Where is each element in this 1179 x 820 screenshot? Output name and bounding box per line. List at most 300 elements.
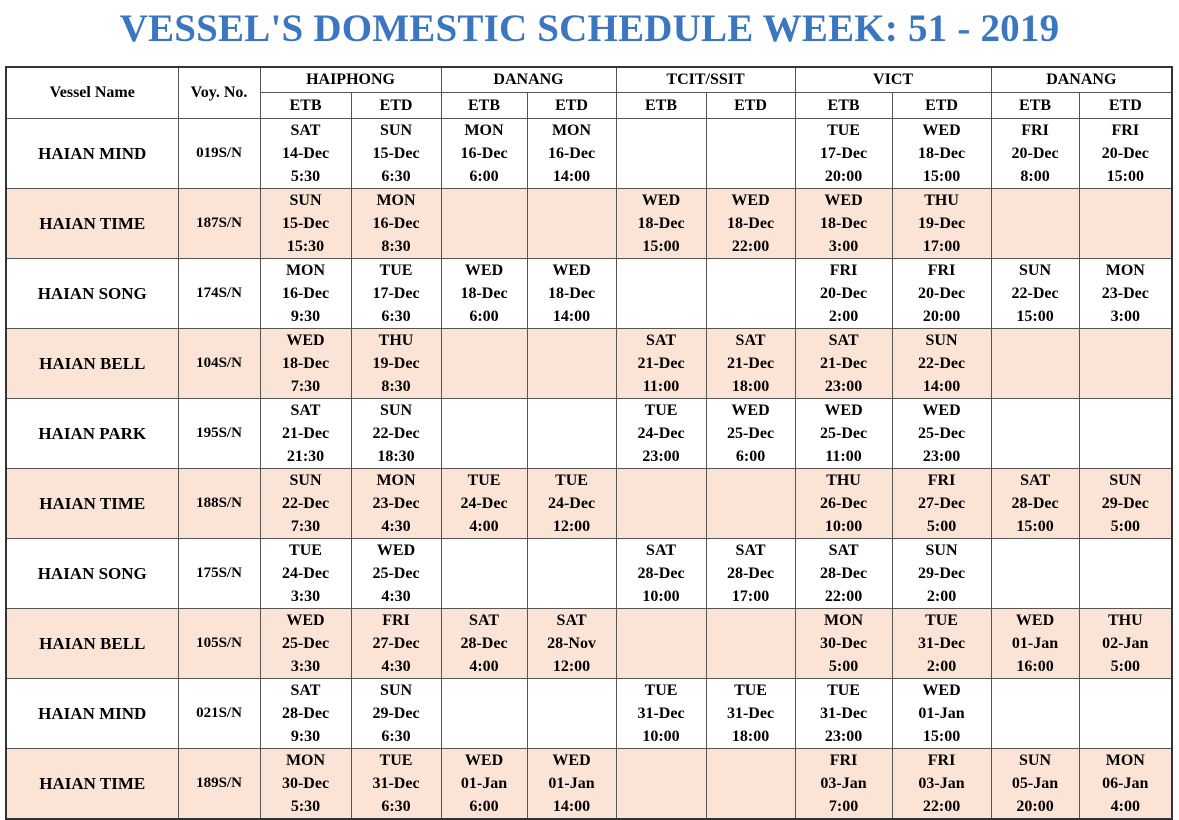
- schedule-time: 6:00: [469, 308, 499, 325]
- schedule-header: [6, 67, 1172, 119]
- schedule-date: 20-Dec: [819, 285, 868, 302]
- schedule-date: 21-Dec: [637, 355, 685, 372]
- schedule-day: WED: [376, 542, 416, 559]
- schedule-time: 8:30: [381, 378, 411, 395]
- table-row: [6, 679, 1172, 749]
- schedule-time: 6:30: [381, 308, 411, 325]
- voyage-number-cell: 104S/N: [178, 329, 260, 399]
- schedule-day: SAT: [828, 332, 859, 349]
- schedule-day: THU: [924, 192, 959, 209]
- page-title: VESSEL'S DOMESTIC SCHEDULE WEEK: 51 - 2019: [119, 7, 1060, 50]
- schedule-day: TUE: [379, 262, 413, 279]
- schedule-day: SAT: [290, 122, 321, 139]
- etb-cell: [795, 399, 892, 469]
- schedule-date: 18-Dec: [726, 215, 775, 232]
- schedule-day: SAT: [735, 542, 766, 559]
- schedule-day: TUE: [644, 682, 678, 699]
- table-row: [6, 399, 1172, 469]
- schedule-day: MON: [285, 262, 326, 279]
- schedule-time: 6:30: [381, 798, 411, 815]
- schedule-time: 4:30: [381, 518, 411, 535]
- etd-cell: [892, 189, 991, 259]
- schedule-date: 16-Dec: [372, 215, 420, 232]
- etd-cell: [351, 189, 441, 259]
- schedule-time: 23:00: [642, 448, 680, 465]
- port-header-vict: VICT: [795, 67, 991, 93]
- etd-cell: [892, 399, 991, 469]
- schedule-day: SAT: [290, 682, 321, 699]
- schedule-date: 21-Dec: [726, 355, 775, 372]
- schedule-time: 7:30: [290, 378, 321, 395]
- schedule-date: 29-Dec: [372, 705, 420, 722]
- etb-header: ETB: [441, 93, 527, 119]
- voyage-number-cell: 189S/N: [178, 749, 260, 820]
- schedule-day: WED: [286, 332, 325, 349]
- schedule-date: 24-Dec: [547, 495, 596, 512]
- etb-cell: [616, 189, 706, 259]
- schedule-day: FRI: [829, 262, 858, 279]
- schedule-date: 15-Dec: [372, 145, 420, 162]
- schedule-date: 31-Dec: [819, 705, 868, 722]
- schedule-date: 25-Dec: [819, 425, 868, 442]
- schedule-day: WED: [552, 752, 591, 769]
- vessel-name-cell: HAIAN BELL: [6, 609, 178, 679]
- etd-cell: [892, 749, 991, 820]
- schedule-day: SAT: [735, 332, 766, 349]
- schedule-time: 22:00: [824, 588, 863, 605]
- schedule-date: 16-Dec: [547, 145, 596, 162]
- schedule-date: 17-Dec: [372, 285, 420, 302]
- schedule-time: 6:30: [381, 728, 411, 745]
- schedule-time: 23:00: [824, 378, 863, 395]
- schedule-time: 4:00: [469, 658, 499, 675]
- etd-cell: [527, 399, 616, 469]
- schedule-time: 20:00: [922, 308, 961, 325]
- schedule-day: WED: [731, 192, 770, 209]
- schedule-day: MON: [551, 122, 592, 139]
- schedule-time: 15:00: [1106, 168, 1144, 185]
- schedule-time: 7:30: [290, 518, 321, 535]
- port-header-danang-2: DANANG: [991, 67, 1172, 93]
- schedule-day: SAT: [646, 542, 676, 559]
- schedule-date: 16-Dec: [460, 145, 508, 162]
- vessel-name-header: Vessel Name: [6, 67, 178, 119]
- etb-cell: [616, 119, 706, 189]
- schedule-date: 24-Dec: [281, 565, 330, 582]
- schedule-date: 01-Jan: [548, 775, 595, 792]
- schedule-day: FRI: [382, 612, 410, 629]
- etd-cell: [892, 329, 991, 399]
- etb-cell: [616, 609, 706, 679]
- schedule-date: 23-Dec: [1101, 285, 1149, 302]
- schedule-time: 10:00: [642, 728, 680, 745]
- voyage-number-cell: 187S/N: [178, 189, 260, 259]
- etb-cell: [616, 749, 706, 820]
- schedule-time: 4:30: [381, 658, 411, 675]
- schedule-time: 3:30: [290, 658, 321, 675]
- etd-cell: [892, 539, 991, 609]
- schedule-day: SAT: [556, 612, 587, 629]
- etd-cell: [527, 539, 616, 609]
- schedule-time: 15:00: [922, 728, 961, 745]
- schedule-time: 8:30: [381, 238, 411, 255]
- voyage-number-cell: 174S/N: [178, 259, 260, 329]
- schedule-time: 4:00: [1110, 798, 1140, 815]
- schedule-date: 28-Nov: [547, 635, 596, 652]
- etb-header: ETB: [991, 93, 1079, 119]
- etd-cell: [527, 609, 616, 679]
- vessel-name-cell: HAIAN SONG: [6, 539, 178, 609]
- schedule-time: 5:00: [1110, 518, 1140, 535]
- schedule-date: 01-Jan: [918, 705, 965, 722]
- etb-cell: [441, 609, 527, 679]
- schedule-day: TUE: [289, 542, 322, 559]
- schedule-time: 14:00: [552, 168, 591, 185]
- schedule-day: TUE: [925, 612, 958, 629]
- etb-cell: [616, 469, 706, 539]
- etd-cell: [527, 189, 616, 259]
- schedule-day: WED: [922, 402, 961, 419]
- schedule-time: 2:00: [926, 658, 957, 675]
- etb-cell: [991, 119, 1079, 189]
- port-header-tcit-ssit: TCIT/SSIT: [616, 67, 795, 93]
- schedule-date: 18-Dec: [460, 285, 508, 302]
- schedule-day: FRI: [927, 472, 956, 489]
- schedule-time: 17:00: [922, 238, 961, 255]
- schedule-time: 2:00: [926, 588, 957, 605]
- etd-cell: [351, 539, 441, 609]
- schedule-time: 6:00: [469, 798, 499, 815]
- schedule-day: SUN: [925, 332, 958, 349]
- schedule-time: 6:00: [469, 168, 499, 185]
- etb-cell: [795, 189, 892, 259]
- schedule-date: 22-Dec: [917, 355, 966, 372]
- schedule-day: FRI: [1021, 122, 1049, 139]
- etd-cell: [351, 679, 441, 749]
- voyage-number-cell: 105S/N: [178, 609, 260, 679]
- schedule-date: 24-Dec: [460, 495, 508, 512]
- schedule-time: 20:00: [824, 168, 863, 185]
- schedule-date: 18-Dec: [637, 215, 685, 232]
- schedule-date: 15-Dec: [281, 215, 330, 232]
- vessel-name-cell: HAIAN TIME: [6, 469, 178, 539]
- schedule-day: WED: [922, 122, 961, 139]
- schedule-date: 22-Dec: [372, 425, 420, 442]
- voyage-number-cell: 021S/N: [178, 679, 260, 749]
- etd-cell: [1079, 119, 1172, 189]
- schedule-date: 18-Dec: [917, 145, 966, 162]
- schedule-date: 24-Dec: [637, 425, 685, 442]
- schedule-day: SUN: [289, 472, 322, 489]
- etd-cell: [351, 609, 441, 679]
- etd-cell: [1079, 539, 1172, 609]
- schedule-date: 18-Dec: [547, 285, 596, 302]
- vessel-name-cell: HAIAN PARK: [6, 399, 178, 469]
- schedule-day: WED: [824, 402, 863, 419]
- schedule-time: 23:00: [824, 728, 863, 745]
- schedule-date: 03-Jan: [918, 775, 965, 792]
- schedule-time: 12:00: [552, 518, 591, 535]
- schedule-day: MON: [285, 752, 326, 769]
- etd-header: ETD: [527, 93, 616, 119]
- schedule-day: TUE: [827, 682, 860, 699]
- schedule-date: 28-Dec: [460, 635, 508, 652]
- etd-cell: [1079, 609, 1172, 679]
- schedule-date: 27-Dec: [917, 495, 966, 512]
- etb-cell: [260, 329, 351, 399]
- schedule-time: 9:30: [290, 308, 321, 325]
- etb-cell: [795, 749, 892, 820]
- etb-cell: [795, 539, 892, 609]
- etb-cell: [260, 189, 351, 259]
- etb-cell: [441, 399, 527, 469]
- schedule-day: SAT: [828, 542, 859, 559]
- schedule-time: 15:30: [286, 238, 325, 255]
- schedule-time: 5:30: [290, 168, 321, 185]
- etd-cell: [706, 399, 795, 469]
- port-header-danang: DANANG: [441, 67, 616, 93]
- table-row: [6, 119, 1172, 189]
- schedule-time: 15:00: [1016, 518, 1054, 535]
- etb-cell: [991, 399, 1079, 469]
- etd-cell: [527, 469, 616, 539]
- schedule-date: 28-Dec: [637, 565, 685, 582]
- etb-header: ETB: [260, 93, 351, 119]
- schedule-table: [5, 66, 1173, 820]
- schedule-day: MON: [464, 122, 504, 139]
- etd-cell: [527, 329, 616, 399]
- vessel-name-cell: HAIAN TIME: [6, 189, 178, 259]
- schedule-time: 14:00: [922, 378, 961, 395]
- schedule-time: 14:00: [552, 308, 591, 325]
- etd-cell: [351, 749, 441, 820]
- schedule-time: 2:00: [828, 308, 859, 325]
- schedule-day: MON: [1105, 752, 1145, 769]
- etb-cell: [441, 749, 527, 820]
- schedule-day: TUE: [379, 752, 413, 769]
- schedule-date: 23-Dec: [372, 495, 420, 512]
- schedule-time: 12:00: [552, 658, 591, 675]
- table-row: [6, 609, 1172, 679]
- schedule-day: TUE: [734, 682, 767, 699]
- etb-cell: [260, 259, 351, 329]
- etb-cell: [616, 399, 706, 469]
- etd-cell: [706, 679, 795, 749]
- schedule-date: 21-Dec: [281, 425, 330, 442]
- schedule-date: 28-Dec: [819, 565, 868, 582]
- port-header-haiphong: HAIPHONG: [260, 67, 441, 93]
- schedule-date: 25-Dec: [917, 425, 966, 442]
- schedule-date: 25-Dec: [372, 565, 420, 582]
- etb-cell: [795, 469, 892, 539]
- schedule-day: SUN: [380, 682, 413, 699]
- schedule-date: 21-Dec: [819, 355, 868, 372]
- etd-cell: [1079, 679, 1172, 749]
- schedule-day: WED: [552, 262, 591, 279]
- etd-cell: [1079, 259, 1172, 329]
- schedule-date: 31-Dec: [637, 705, 685, 722]
- etd-cell: [706, 749, 795, 820]
- schedule-date: 05-Jan: [1011, 775, 1059, 792]
- schedule-time: 21:30: [286, 448, 325, 465]
- schedule-day: FRI: [829, 752, 858, 769]
- schedule-day: MON: [376, 192, 416, 209]
- schedule-day: MON: [1105, 262, 1145, 279]
- etd-cell: [1079, 189, 1172, 259]
- etb-cell: [991, 749, 1079, 820]
- schedule-time: 16:00: [1016, 658, 1054, 675]
- etd-cell: [706, 259, 795, 329]
- schedule-date: 20-Dec: [1101, 145, 1149, 162]
- schedule-day: SAT: [290, 402, 321, 419]
- schedule-date: 16-Dec: [281, 285, 330, 302]
- etd-cell: [351, 119, 441, 189]
- schedule-time: 23:00: [922, 448, 961, 465]
- schedule-date: 02-Jan: [1102, 635, 1149, 652]
- schedule-date: 28-Dec: [281, 705, 330, 722]
- schedule-time: 4:00: [469, 518, 499, 535]
- schedule-date: 20-Dec: [917, 285, 966, 302]
- schedule-date: 03-Jan: [820, 775, 867, 792]
- voy-no-header: Voy. No.: [178, 67, 260, 119]
- schedule-day: MON: [376, 472, 416, 489]
- etb-cell: [260, 119, 351, 189]
- schedule-date: 31-Dec: [726, 705, 775, 722]
- etb-cell: [441, 189, 527, 259]
- schedule-day: SUN: [1019, 262, 1052, 279]
- etb-cell: [441, 539, 527, 609]
- schedule-day: WED: [824, 192, 863, 209]
- schedule-day: MON: [823, 612, 864, 629]
- table-row: [6, 469, 1172, 539]
- schedule-time: 22:00: [731, 238, 770, 255]
- etb-cell: [795, 329, 892, 399]
- schedule-date: 18-Dec: [281, 355, 330, 372]
- schedule-date: 25-Dec: [281, 635, 330, 652]
- etb-cell: [441, 329, 527, 399]
- etd-header: ETD: [892, 93, 991, 119]
- schedule-time: 9:30: [290, 728, 321, 745]
- schedule-day: THU: [378, 332, 414, 349]
- schedule-day: TUE: [555, 472, 588, 489]
- etd-cell: [706, 469, 795, 539]
- schedule-day: SUN: [1019, 752, 1052, 769]
- etb-cell: [991, 469, 1079, 539]
- etb-cell: [991, 539, 1079, 609]
- etd-cell: [1079, 399, 1172, 469]
- etd-cell: [1079, 469, 1172, 539]
- table-row: [6, 329, 1172, 399]
- schedule-date: 19-Dec: [917, 215, 966, 232]
- etb-cell: [616, 329, 706, 399]
- etb-cell: [795, 119, 892, 189]
- schedule-time: 5:00: [926, 518, 957, 535]
- schedule-time: 6:00: [735, 448, 766, 465]
- schedule-day: SUN: [380, 122, 413, 139]
- schedule-day: FRI: [927, 262, 956, 279]
- etb-cell: [991, 329, 1079, 399]
- schedule-date: 14-Dec: [281, 145, 330, 162]
- etb-cell: [260, 539, 351, 609]
- etb-cell: [441, 679, 527, 749]
- schedule-time: 15:00: [922, 168, 961, 185]
- schedule-date: 30-Dec: [819, 635, 868, 652]
- schedule-day: THU: [826, 472, 861, 489]
- etb-cell: [991, 189, 1079, 259]
- etb-cell: [795, 259, 892, 329]
- schedule-day: WED: [922, 682, 961, 699]
- etd-cell: [706, 609, 795, 679]
- schedule-date: 31-Dec: [917, 635, 966, 652]
- vessel-name-cell: HAIAN MIND: [6, 119, 178, 189]
- schedule-day: SUN: [1109, 472, 1142, 489]
- schedule-date: 28-Dec: [1011, 495, 1059, 512]
- etd-cell: [1079, 329, 1172, 399]
- schedule-time: 10:00: [824, 518, 863, 535]
- schedule-time: 5:30: [290, 798, 321, 815]
- etb-cell: [260, 469, 351, 539]
- etd-cell: [351, 399, 441, 469]
- schedule-time: 6:30: [381, 168, 411, 185]
- table-row: [6, 259, 1172, 329]
- schedule-day: TUE: [644, 402, 678, 419]
- etd-cell: [892, 259, 991, 329]
- schedule-date: 22-Dec: [1011, 285, 1059, 302]
- schedule-day: THU: [1107, 612, 1143, 629]
- schedule-time: 14:00: [552, 798, 591, 815]
- schedule-day: TUE: [827, 122, 860, 139]
- schedule-day: WED: [1015, 612, 1055, 629]
- etb-cell: [616, 679, 706, 749]
- etb-cell: [260, 399, 351, 469]
- schedule-day: SUN: [925, 542, 958, 559]
- etd-cell: [351, 259, 441, 329]
- schedule-time: 17:00: [731, 588, 770, 605]
- etb-cell: [616, 539, 706, 609]
- schedule-date: 29-Dec: [917, 565, 966, 582]
- etd-cell: [351, 329, 441, 399]
- schedule-day: SUN: [289, 192, 322, 209]
- schedule-day: WED: [731, 402, 770, 419]
- schedule-day: TUE: [467, 472, 501, 489]
- etb-header: ETB: [616, 93, 706, 119]
- etb-cell: [260, 679, 351, 749]
- schedule-date: 27-Dec: [372, 635, 420, 652]
- schedule-time: 22:00: [922, 798, 961, 815]
- schedule-day: SAT: [1020, 472, 1051, 489]
- schedule-time: 18:00: [731, 728, 770, 745]
- schedule-time: 3:30: [290, 588, 321, 605]
- schedule-time: 8:00: [1020, 168, 1050, 185]
- vessel-name-cell: HAIAN MIND: [6, 679, 178, 749]
- etb-cell: [795, 679, 892, 749]
- etd-cell: [527, 749, 616, 820]
- etd-cell: [892, 119, 991, 189]
- etd-cell: [706, 119, 795, 189]
- schedule-day: WED: [464, 752, 504, 769]
- schedule-date: 29-Dec: [1101, 495, 1149, 512]
- vessel-name-cell: HAIAN SONG: [6, 259, 178, 329]
- etd-cell: [527, 679, 616, 749]
- vessel-name-cell: HAIAN TIME: [6, 749, 178, 820]
- schedule-date: 26-Dec: [819, 495, 868, 512]
- table-row: [6, 539, 1172, 609]
- schedule-date: 18-Dec: [819, 215, 868, 232]
- schedule-time: 4:30: [381, 588, 411, 605]
- schedule-time: 10:00: [642, 588, 680, 605]
- etb-cell: [991, 259, 1079, 329]
- schedule-date: 17-Dec: [819, 145, 868, 162]
